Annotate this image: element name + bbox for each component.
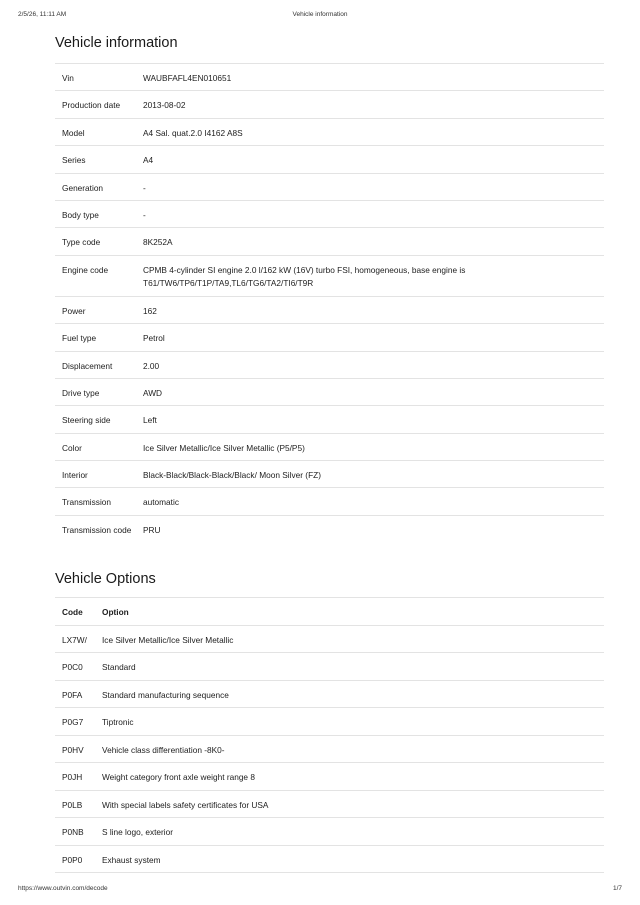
row-value: A4 — [136, 146, 604, 173]
row-value: Left — [136, 406, 604, 433]
option-description: Standard — [95, 653, 604, 681]
table-row — [55, 433, 604, 460]
row-label: Transmission — [55, 488, 136, 515]
row-label: Production date — [55, 91, 136, 118]
table-row — [55, 625, 604, 653]
option-code: P0FA — [55, 680, 95, 708]
row-value: automatic — [136, 488, 604, 515]
row-label: Power — [55, 296, 136, 323]
row-value: PRU — [136, 515, 604, 556]
option-code: P0JH — [55, 763, 95, 791]
option-description: S line logo, exterior — [95, 818, 604, 846]
row-value: - — [136, 200, 604, 227]
document-content — [55, 33, 604, 873]
table-row — [55, 708, 604, 736]
print-page-number: 1/7 — [612, 885, 622, 892]
option-code: P0HV — [55, 735, 95, 763]
row-label: Transmission code — [55, 515, 136, 556]
table-row — [55, 324, 604, 351]
row-value: 162 — [136, 296, 604, 323]
table-row — [55, 735, 604, 763]
table-row — [55, 680, 604, 708]
vehicle-info-title: Vehicle information — [55, 35, 178, 51]
option-description: Vehicle class differentiation -8K0- — [95, 735, 604, 763]
option-code: P0LB — [55, 790, 95, 818]
vehicle-options-title: Vehicle Options — [55, 571, 156, 588]
table-row — [55, 653, 604, 681]
table-row — [55, 406, 604, 433]
row-value: 2013-08-02 — [136, 91, 604, 118]
option-description: Exhaust system — [95, 845, 604, 873]
row-value: A4 Sal. quat.2.0 I4162 A8S — [136, 118, 604, 145]
table-row — [55, 763, 604, 791]
table-row — [55, 64, 604, 91]
column-header-option: Option — [95, 598, 604, 626]
row-label: Drive type — [55, 378, 136, 405]
table-row — [55, 200, 604, 227]
row-value: - — [136, 173, 604, 200]
table-row — [55, 488, 604, 515]
row-label: Interior — [55, 461, 136, 488]
table-row — [55, 515, 604, 556]
print-page-title: Vehicle information — [292, 11, 348, 18]
table-row — [55, 173, 604, 200]
table-row — [55, 351, 604, 378]
option-code: P0G7 — [55, 708, 95, 736]
row-label: Displacement — [55, 351, 136, 378]
print-url: https://www.outvin.com/decode — [18, 885, 108, 892]
print-footer — [18, 885, 622, 895]
row-label: Series — [55, 146, 136, 173]
option-code: P0P0 — [55, 845, 95, 873]
column-header-code: Code — [55, 598, 95, 626]
table-row — [55, 91, 604, 118]
option-description: Tiptronic — [95, 708, 604, 736]
row-label: Generation — [55, 173, 136, 200]
vehicle-info-table — [55, 63, 604, 556]
option-description: Ice Silver Metallic/Ice Silver Metallic — [95, 625, 604, 653]
row-label: Color — [55, 433, 136, 460]
row-value: 2.00 — [136, 351, 604, 378]
row-value: AWD — [136, 378, 604, 405]
table-row — [55, 378, 604, 405]
table-row — [55, 818, 604, 846]
row-label: Engine code — [55, 255, 136, 296]
option-description: Weight category front axle weight range 8 — [95, 763, 604, 791]
table-row — [55, 228, 604, 255]
row-label: Steering side — [55, 406, 136, 433]
row-value: Ice Silver Metallic/Ice Silver Metallic (P5/P5) — [136, 433, 604, 460]
option-code: P0NB — [55, 818, 95, 846]
print-datetime: 2/5/26, 11:11 AM — [18, 11, 67, 18]
table-row — [55, 146, 604, 173]
row-value: Black-Black/Black-Black/Black/ Moon Silver (FZ) — [136, 461, 604, 488]
option-code: P0C0 — [55, 653, 95, 681]
row-value: 8K252A — [136, 228, 604, 255]
option-code: LX7W/ — [55, 625, 95, 653]
table-row — [55, 296, 604, 323]
print-header — [18, 11, 622, 21]
row-label: Body type — [55, 200, 136, 227]
row-label: Type code — [55, 228, 136, 255]
row-value: WAUBFAFL4EN010651 — [136, 64, 604, 91]
option-description: With special labels safety certificates for USA — [95, 790, 604, 818]
table-row — [55, 845, 604, 873]
table-row — [55, 461, 604, 488]
row-value: CPMB 4-cylinder SI engine 2.0 l/162 kW (16V) turbo FSI, homogeneous, base engine is T61/TW6/TP6/T1P/TA9,TL6/TG6/TA2/TI6/T9R — [136, 255, 604, 296]
row-label: Vin — [55, 64, 136, 91]
row-value: Petrol — [136, 324, 604, 351]
table-header-row — [55, 598, 604, 626]
vehicle-options-table — [55, 597, 604, 873]
row-label: Model — [55, 118, 136, 145]
table-row — [55, 118, 604, 145]
table-row — [55, 255, 604, 296]
table-row — [55, 790, 604, 818]
option-description: Standard manufacturing sequence — [95, 680, 604, 708]
row-label: Fuel type — [55, 324, 136, 351]
